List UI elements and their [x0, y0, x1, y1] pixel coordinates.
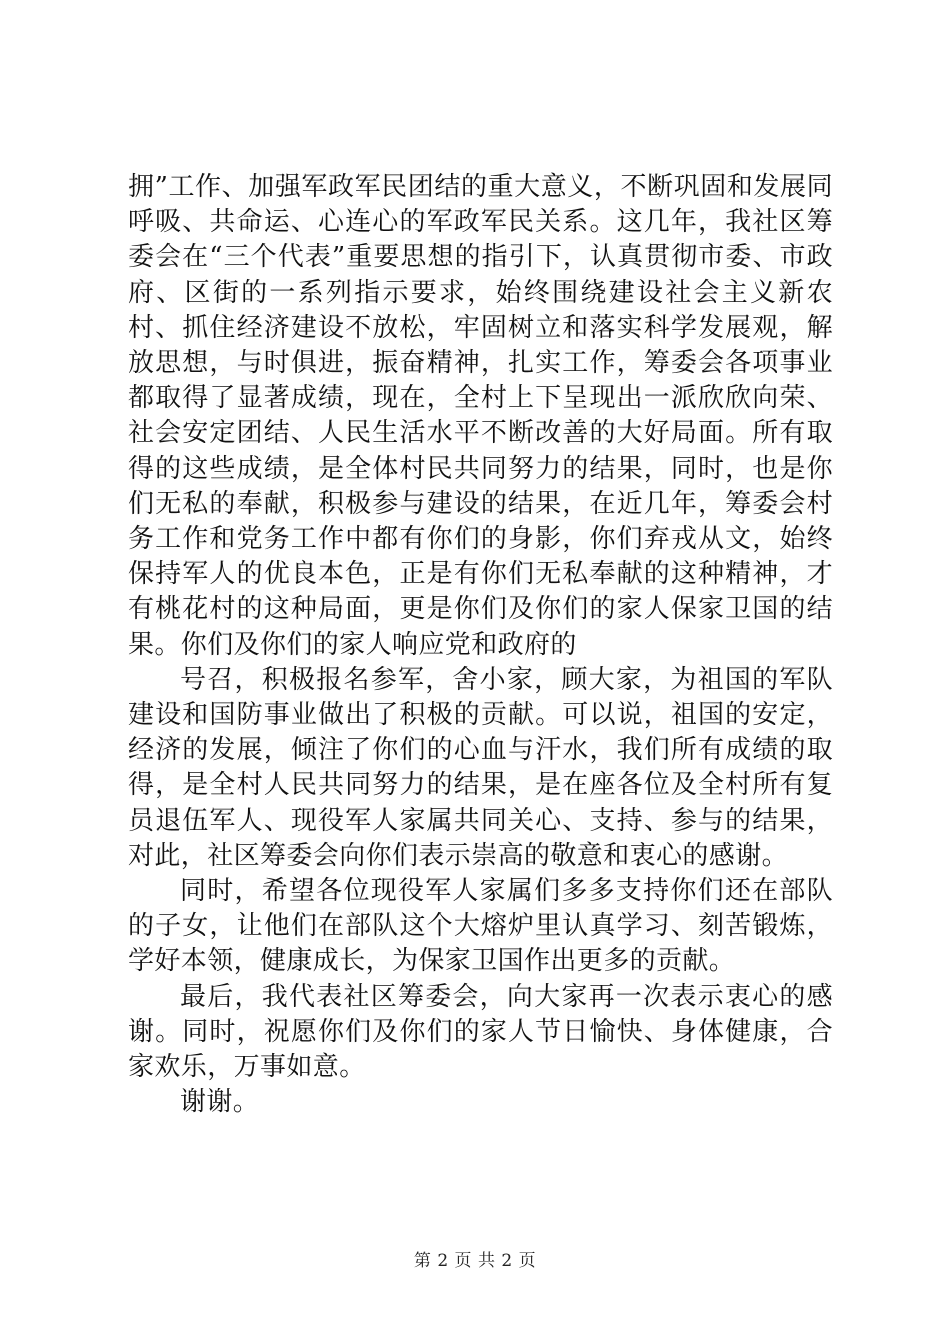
- document-body: [128, 170, 833, 1120]
- paragraph-2: 号召，积极报名参军，舍小家，顾大家，为祖国的军队建设和国防事业做出了积极的贡献。可以说，祖国的安定，经济的发展，倾注了你们的心血与汗水，我们所有成绩的取得，是全村人民共同努力的结果，是在座各位及全村所有复员退伍军人、现役军人家属共同关心、支持、参与的结果，对此，社区筹委会向你们表示崇高的敬意和衷心的感谢。: [128, 664, 833, 871]
- paragraph-4: 最后，我代表社区筹委会，向大家再一次表示衷心的感谢。同时，祝愿你们及你们的家人节日愉快、身体健康，合家欢乐，万事如意。: [128, 981, 833, 1083]
- paragraph-1: 拥”工作、加强军政军民团结的重大意义，不断巩固和发展同呼吸、共命运、心连心的军政军民关系。这几年，我社区筹委会在“三个代表”重要思想的指引下，认真贯彻市委、市政府、区街的一系列指示要求，始终围绕建设社会主义新农村、抓住经济建设不放松，牢固树立和落实科学发展观，解放思想，与时俱进，振奋精神，扎实工作，筹委会各项事业都取得了显著成绩，现在，全村上下呈现出一派欣欣向荣、社会安定团结、人民生活水平不断改善的大好局面。所有取得的这些成绩，是全体村民共同努力的结果，同时，也是你们无私的奉献，积极参与建设的结果，在近几年，筹委会村务工作和党务工作中都有你们的身影，你们弃戎从文，始终保持军人的优良本色，正是有你们无私奉献的这种精神，才有桃花村的这种局面，更是你们及你们的家人保家卫国的结果。你们及你们的家人响应党和政府的: [128, 172, 833, 660]
- paragraph-5: 谢谢。: [180, 1087, 260, 1118]
- paragraph-3: 同时，希望各位现役军人家属们多多支持你们还在部队的子女，让他们在部队这个大熔炉里认真学习、刻苦锻炼，学好本领，健康成长，为保家卫国作出更多的贡献。: [128, 876, 833, 977]
- page-number-footer: 第 2 页 共 2 页: [413, 1251, 537, 1271]
